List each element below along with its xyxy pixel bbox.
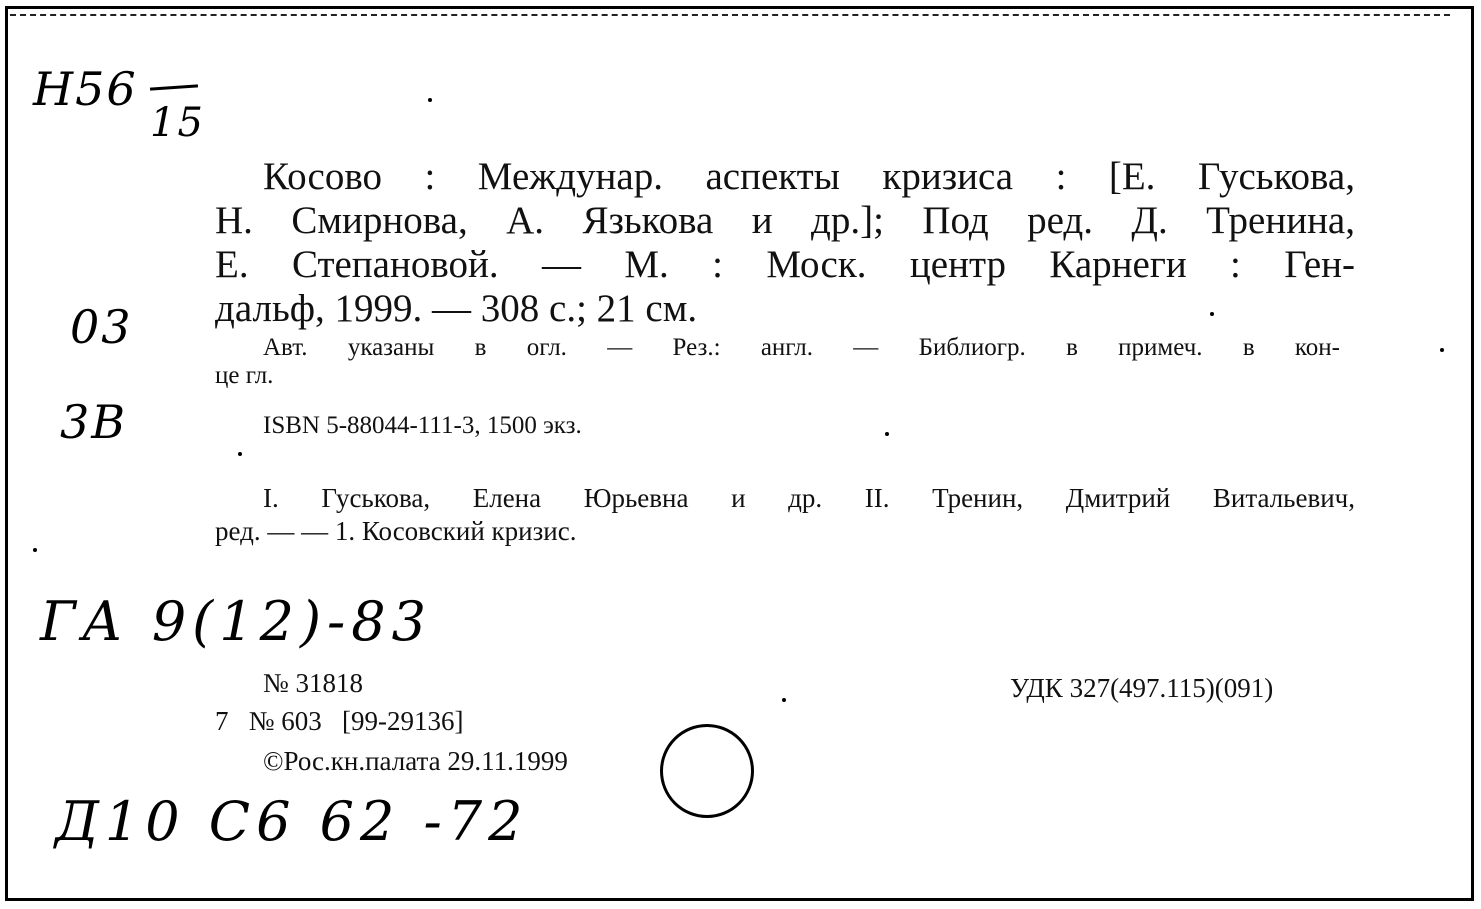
handwritten-classification: ГА 9(12)-83 bbox=[40, 590, 432, 653]
scan-speck bbox=[428, 98, 432, 102]
title-line: дальф, 1999. — 308 с.; 21 см. bbox=[215, 287, 698, 330]
scan-speck bbox=[238, 452, 242, 456]
title-line: Косово : Междунар. аспекты кризиса : [Е. Гуськова, bbox=[263, 155, 1355, 198]
margin-mark-03: 03 bbox=[70, 300, 133, 354]
card-number: 7 № 603 [99-29136] bbox=[215, 706, 464, 736]
circle-stamp bbox=[660, 724, 754, 818]
bibliographic-description bbox=[215, 155, 1355, 331]
copyright-line: ©Рос.кн.палата 29.11.1999 bbox=[263, 746, 568, 776]
shelfmark-top: Н56 bbox=[33, 62, 138, 116]
scan-speck bbox=[33, 548, 37, 552]
record-number: № 31818 bbox=[263, 668, 364, 698]
scan-speck bbox=[885, 432, 889, 436]
handwritten-bottom-code: Д10 С6 62 -72 bbox=[55, 790, 529, 853]
scan-speck bbox=[1440, 348, 1444, 352]
scan-speck bbox=[1210, 312, 1214, 316]
isbn-line: ISBN 5-88044-111-3, 1500 экз. bbox=[263, 412, 582, 439]
udk-code: УДК 327(497.115)(091) bbox=[1010, 673, 1274, 703]
note-line: це гл. bbox=[215, 362, 274, 389]
shelfmark-bottom: 15 bbox=[150, 100, 205, 146]
title-line: Е. Степановой. — М. : Моск. центр Карнеги : Ген- bbox=[215, 243, 1355, 286]
top-dashed-rule bbox=[10, 14, 1450, 16]
tracing-line: ред. — — 1. Косовский кризис. bbox=[215, 516, 577, 546]
note-line: Авт. указаны в огл. — Рез.: англ. — Библиогр. в примеч. в кон- bbox=[263, 334, 1340, 361]
title-line: Н. Смирнова, А. Язькова и др.]; Под ред. Д. Тренина, bbox=[215, 199, 1355, 242]
notes bbox=[215, 334, 1340, 390]
tracing-line: I. Гуськова, Елена Юрьевна и др. II. Тренин, Дмитрий Витальевич, bbox=[263, 483, 1355, 513]
margin-mark-3b: 3В bbox=[60, 395, 128, 449]
scan-speck bbox=[782, 698, 786, 702]
tracings bbox=[215, 482, 1355, 548]
